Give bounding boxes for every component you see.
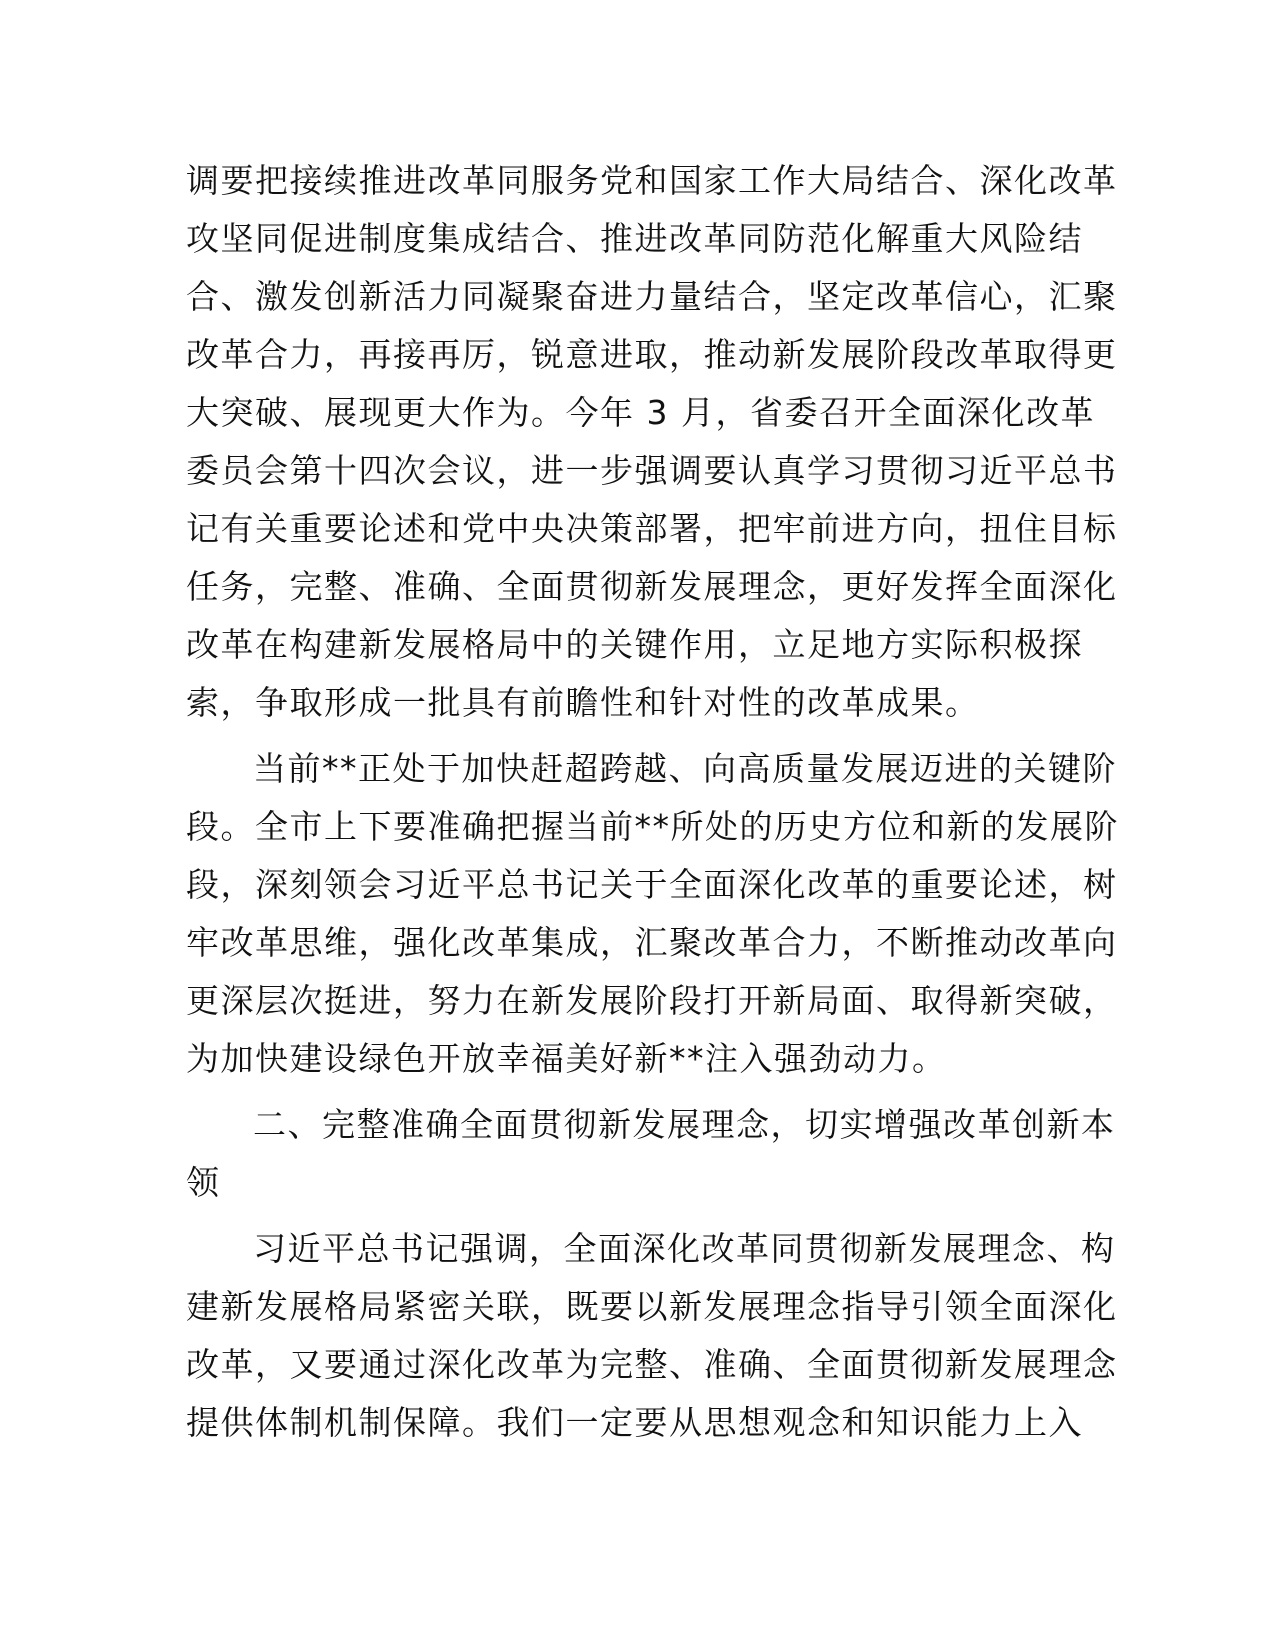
paragraph-current-stage	[186, 740, 1119, 1088]
text-line: 为加快建设绿色开放幸福美好新**注入强劲动力。	[186, 1039, 947, 1078]
text-line: 段。全市上下要准确把握当前**所处的历史方位和新的发展阶	[186, 807, 1119, 846]
text-line: 索，争取形成一批具有前瞻性和针对性的改革成果。	[186, 683, 980, 722]
text-line: 改革在构建新发展格局中的关键作用，立足地方实际积极探	[186, 625, 1083, 664]
text-line: 委员会第十四次会议，进一步强调要认真学习贯彻习近平总书	[186, 451, 1118, 490]
text-line: 改革，又要通过深化改革为完整、准确、全面贯彻新发展理念	[186, 1345, 1118, 1384]
text-line: 合、激发创新活力同凝聚奋进力量结合，坚定改革信心，汇聚	[186, 277, 1118, 316]
heading-line: 二、完整准确全面贯彻新发展理念，切实增强改革创新本	[253, 1105, 1116, 1144]
text-line: 攻坚同促进制度集成结合、推进改革同防范化解重大风险结	[186, 219, 1083, 258]
text-line: 牢改革思维，强化改革集成，汇聚改革合力，不断推动改革向	[186, 923, 1118, 962]
text-line: 建新发展格局紧密关联，既要以新发展理念指导引领全面深化	[186, 1287, 1118, 1326]
text-line: 习近平总书记强调，全面深化改革同贯彻新发展理念、构	[253, 1229, 1116, 1268]
paragraph-continued	[186, 152, 1118, 732]
document-body	[186, 152, 1119, 1460]
text-line: 改革合力，再接再厉，锐意进取，推动新发展阶段改革取得更	[186, 335, 1118, 374]
text-line: 提供体制机制保障。我们一定要从思想观念和知识能力上入	[186, 1403, 1083, 1442]
text-line: 大突破、展现更大作为。今年 3 月，省委召开全面深化改革	[186, 393, 1095, 432]
heading-line: 领	[186, 1163, 221, 1202]
text-line: 当前**正处于加快赶超跨越、向高质量发展迈进的关键阶	[253, 749, 1117, 788]
paragraph-new-development	[186, 1220, 1118, 1452]
text-line: 调要把接续推进改革同服务党和国家工作大局结合、深化改革	[186, 161, 1118, 200]
text-line: 段，深刻领会习近平总书记关于全面深化改革的重要论述，树	[186, 865, 1118, 904]
section-heading	[186, 1096, 1116, 1212]
text-line: 记有关重要论述和党中央决策部署，把牢前进方向，扭住目标	[186, 509, 1118, 548]
text-line: 更深层次挺进，努力在新发展阶段打开新局面、取得新突破，	[186, 981, 1118, 1020]
text-line: 任务，完整、准确、全面贯彻新发展理念，更好发挥全面深化	[186, 567, 1118, 606]
